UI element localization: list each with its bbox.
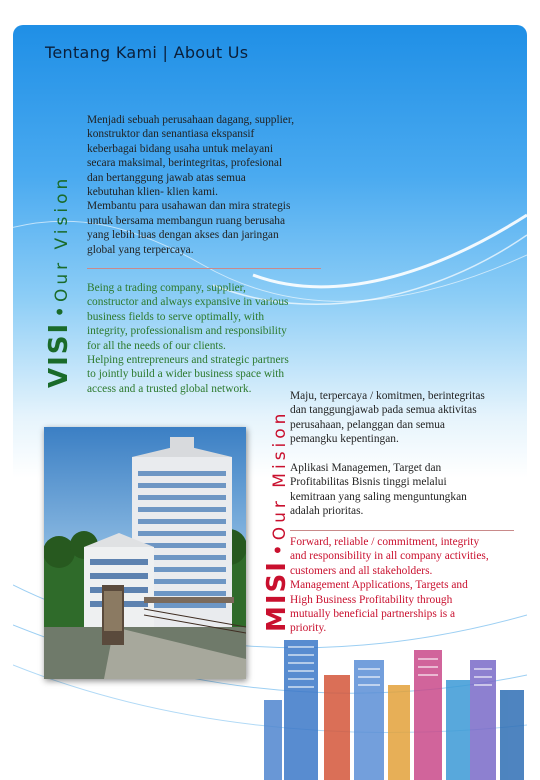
misi-heading	[262, 410, 292, 632]
text-line: Menjadi sebuah perusahaan dagang, supplier,	[87, 114, 295, 126]
company-building-photo	[44, 427, 246, 679]
text-line: integrity, professionalism and responsibility	[87, 325, 287, 338]
text-line: yang lebih luas dengan akses dan jaringan	[87, 229, 279, 242]
text-line: Profitabilitas Bisnis tinggi melalui	[290, 476, 447, 489]
text-line: konstruktor dan senantiasa ekspansif	[87, 128, 255, 141]
text-line: global yang terpercaya.	[87, 243, 194, 256]
misi-heading-dot: •	[266, 544, 290, 557]
visi-heading-big: VISI	[44, 321, 74, 388]
divider	[87, 268, 321, 269]
text-line: High Business Profitability through	[290, 593, 453, 606]
text-line: secara maksimal, berintegritas, profesional	[87, 157, 283, 170]
misi-paragraph-en	[290, 535, 516, 636]
text-line: pemangku kepentingan.	[290, 433, 399, 446]
city-skyline-illustration	[262, 630, 527, 780]
visi-paragraph-id	[87, 113, 325, 257]
text-line: access and a trusted global network.	[87, 382, 252, 395]
visi-heading-dot: •	[48, 306, 72, 318]
text-line: perusahaan, pelanggan dan semua	[290, 418, 445, 431]
text-line: for all the needs of our clients.	[87, 339, 226, 352]
text-line: untuk bersama membangun ruang berusaha	[87, 214, 286, 227]
text-line: kemitraan yang saling menguntungkan	[290, 490, 467, 503]
text-line: dan tanggungjawab pada semua aktivitas	[290, 404, 477, 417]
visi-paragraph-en	[87, 281, 325, 396]
text-line: Management Applications, Targets and	[290, 579, 468, 592]
text-line: business fields to serve optimally, with	[87, 310, 265, 323]
blank-line	[290, 447, 516, 461]
text-line: adalah prioritas.	[290, 505, 364, 518]
text-line: mutually beneficial partnerships is a	[290, 608, 456, 621]
text-line: Being a trading company, supplier,	[87, 282, 246, 294]
text-line: Aplikasi Managemen, Target dan	[290, 462, 442, 475]
text-line: priority.	[290, 622, 327, 635]
text-line: keberbagai bidang usaha untuk melayani	[87, 142, 273, 155]
misi-paragraph-id	[290, 389, 516, 519]
misi-heading-big: MISI	[262, 560, 292, 632]
text-line: Helping entrepreneurs and strategic partners	[87, 354, 289, 367]
text-line: Forward, reliable / commitment, integrity	[290, 536, 480, 548]
text-line: customers and all stakeholders.	[290, 564, 433, 577]
text-line: constructor and always expansive in various	[87, 296, 289, 309]
text-line: Membantu para usahawan dan mira strategis	[87, 200, 291, 213]
visi-heading-small: Our Vision	[52, 174, 72, 302]
visi-heading	[44, 175, 74, 388]
text-line: Maju, terpercaya / komitmen, berintegritas	[290, 390, 485, 402]
text-line: kebutuhan klien- klien kami.	[87, 186, 218, 199]
misi-heading-small: Our Mision	[270, 409, 290, 541]
text-line: to jointly build a wider business space with	[87, 368, 285, 381]
divider	[290, 530, 514, 531]
page-title: Tentang Kami | About Us	[45, 43, 249, 62]
text-line: and responsibility in all company activities,	[290, 550, 489, 563]
text-line: dan bertanggung jawab atas semua	[87, 171, 246, 184]
